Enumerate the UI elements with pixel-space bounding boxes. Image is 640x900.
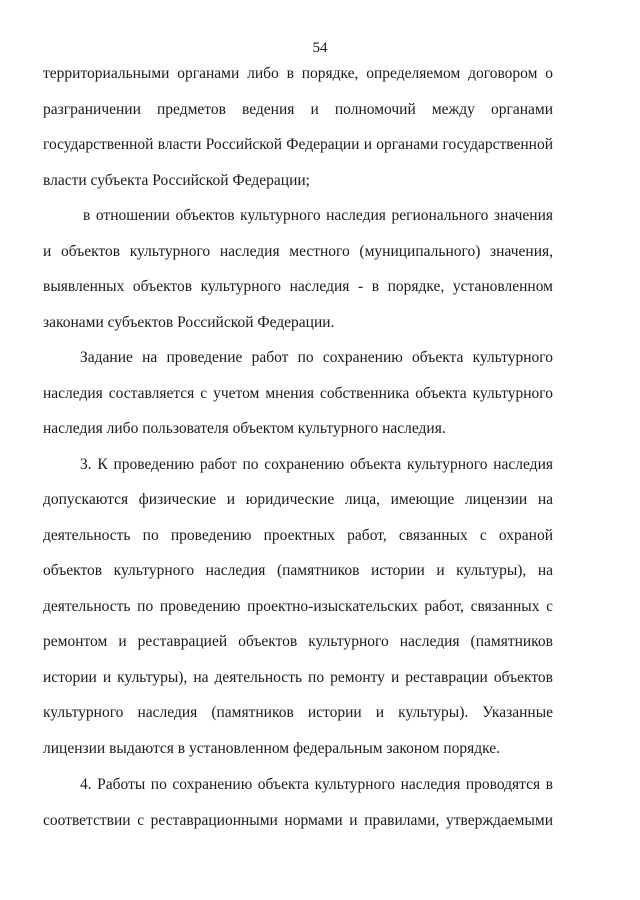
text-line: 4. Работы по сохранению объекта культурного наследия проводятся в — [80, 776, 553, 793]
text-line: истории и культуры), на деятельность по ремонту и реставрации объектов — [43, 669, 553, 686]
text-line: 3. К проведению работ по сохранению объекта культурного наследия — [80, 456, 553, 473]
text-line: деятельность по проведению проектных работ, связанных с охраной — [43, 527, 553, 544]
text-line: законами субъектов Российской Федерации. — [43, 314, 335, 331]
text-line: культурного наследия (памятников истории и культуры). Указанные — [43, 704, 553, 721]
text-line: наследия составляется с учетом мнения собственника объекта культурного — [43, 385, 553, 402]
text-line: соответствии с реставрационными нормами и правилами, утверждаемыми — [43, 812, 553, 829]
text-line: власти субъекта Российской Федерации; — [43, 172, 310, 189]
text-line: объектов культурного наследия (памятников истории и культуры), на — [43, 562, 553, 579]
text-line: допускаются физические и юридические лица, имеющие лицензии на — [43, 491, 553, 508]
text-line: территориальными органами либо в порядке, определяемом договором о — [43, 65, 553, 82]
text-line: государственной власти Российской Федерации и органами государственной — [43, 136, 553, 153]
page-number: 54 — [312, 40, 328, 56]
text-line: в отношении объектов культурного наследия регионального значения — [83, 207, 553, 224]
text-line: Задание на проведение работ по сохранению объекта культурного — [80, 349, 553, 366]
text-line: ремонтом и реставрацией объектов культурного наследия (памятников — [43, 633, 553, 650]
text-line: лицензии выдаются в установленном федеральным законом порядке. — [43, 740, 501, 757]
text-line: разграничении предметов ведения и полномочий между органами — [43, 101, 553, 118]
text-line: и объектов культурного наследия местного (муниципального) значения, — [43, 243, 553, 260]
text-line: наследия либо пользователя объектом культурного наследия. — [43, 420, 446, 437]
text-line: деятельность по проведению проектно-изыскательских работ, связанных с — [43, 598, 553, 615]
text-line: выявленных объектов культурного наследия - в порядке, установленном — [43, 278, 553, 295]
